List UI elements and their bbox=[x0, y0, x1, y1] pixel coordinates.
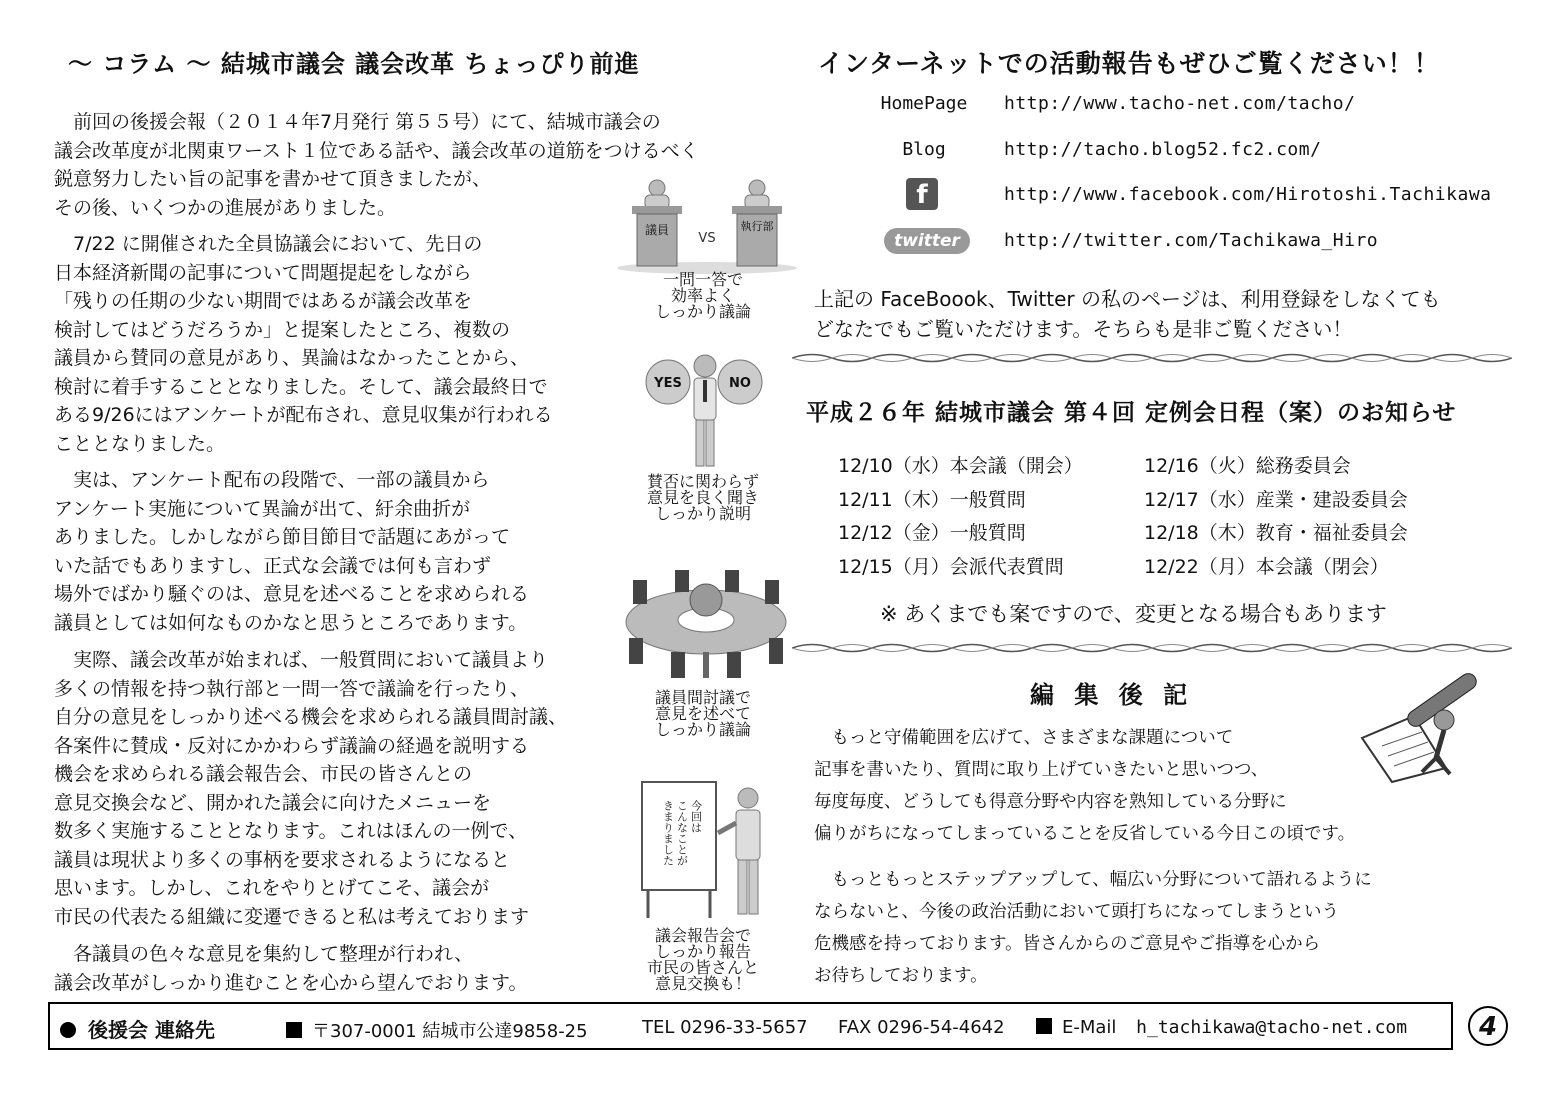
no-label: NO bbox=[729, 376, 751, 391]
internet-note: 上記の FaceBoook、Twitter の私のページは、利用登録をしなくても どなたでもご覧いただけます。そちらも是非ご覧ください！ bbox=[814, 287, 1441, 341]
schedule-left-list bbox=[838, 450, 1083, 584]
internet-title: インターネットでの活動報告もぜひご覧ください！！ bbox=[818, 49, 1440, 78]
link-homepage: HomePage http://www.tacho-net.com/tacho/ bbox=[880, 93, 1356, 114]
square-bullet-icon bbox=[1036, 1018, 1052, 1034]
footer-tel: TEL 0296-33-5657 bbox=[642, 1017, 808, 1038]
column-paragraph-2: 7/22 に開催された全員協議会において、先日の 日本経済新聞の記事について問題提起をしながら 「残りの任期の少ない期間ではあるが議会改革を 検討してはどうだろうか」と提案したところ、複数の 議員から賛同の意見があり、異論はなかったことから、 検討に着手することとなりました。そして、議会最終日で ある9/26にはアンケートが配布され、意見収集が行われる こととなりました。 bbox=[54, 233, 553, 455]
schedule-item: 12/15（月）会派代表質問 bbox=[838, 555, 1064, 578]
debate-right-label: 執行部 bbox=[740, 220, 774, 233]
twitter-url[interactable]: http://twitter.com/Tachikawa_Hiro bbox=[1004, 230, 1379, 251]
schedule-title: 平成２６年 結城市議会 第４回 定例会日程（案）のお知らせ bbox=[806, 400, 1457, 426]
facebook-url[interactable]: http://www.facebook.com/Hirotoshi.Tachikawa bbox=[1004, 184, 1492, 205]
yes-no-illustration bbox=[640, 352, 770, 470]
vine-divider-bottom bbox=[792, 641, 1512, 653]
schedule-item: 12/17（水）産業・建設委員会 bbox=[1144, 488, 1408, 511]
facebook-icon[interactable]: f bbox=[906, 178, 938, 210]
schedule-item: 12/18（木）教育・福祉委員会 bbox=[1144, 522, 1408, 544]
blog-url[interactable]: http://tacho.blog52.fc2.com/ bbox=[1004, 139, 1322, 160]
board-illustration bbox=[638, 778, 778, 923]
board-text-3: きまりました bbox=[661, 800, 675, 866]
schedule-item: 12/11（木）一般質問 bbox=[838, 488, 1026, 511]
postscript-paragraph-2: もっともっとステップアップして、幅広い分野について語れるように ならないと、今後の政治活動において頭打ちになってしまうという 危機感を持っております。皆さんからのご意見やご指導を心から お待ちしております。 bbox=[814, 870, 1372, 986]
homepage-url[interactable]: http://www.tacho-net.com/tacho/ bbox=[1004, 93, 1356, 114]
contact-footer bbox=[48, 1002, 1453, 1050]
schedule-item: 12/10（水）本会議（開会） bbox=[838, 455, 1083, 477]
postscript-title: 編 集 後 記 bbox=[1030, 681, 1194, 709]
twitter-icon[interactable]: twitter bbox=[884, 228, 970, 254]
schedule-note: ※ あくまでも案ですので、変更となる場合もあります bbox=[880, 602, 1387, 626]
vine-divider-top bbox=[792, 351, 1512, 363]
column-paragraph-5: 各議員の色々な意見を集約して整理が行われ、 議会改革がしっかり進むことを心から望んでおります。 bbox=[54, 943, 528, 994]
postscript-paragraph-1: もっと守備範囲を広げて、さまざまな課題について 記事を書いたり、質問に取り上げていきたいと思いつつ、 毎度毎度、どうしても得意分野や内容を熟知している分野に 偏りがちになってしまっていることを反省している今日この頃です。 bbox=[814, 728, 1356, 844]
footer-title: 後援会 連絡先 bbox=[88, 1018, 215, 1042]
footer-email: E-Mail h_tachikawa@tacho-net.com bbox=[1036, 1017, 1407, 1038]
link-facebook bbox=[0, 180, 1558, 210]
schedule-right-list bbox=[1144, 450, 1408, 584]
pen-writer-icon bbox=[1352, 668, 1482, 784]
debate-vs-label: VS bbox=[698, 231, 716, 246]
bullet-icon bbox=[60, 1022, 76, 1038]
square-bullet-icon bbox=[286, 1022, 302, 1038]
board-text-2: こんなことが bbox=[675, 800, 689, 866]
link-twitter bbox=[0, 230, 1558, 254]
schedule-item: 12/16（火）総務委員会 bbox=[1144, 455, 1351, 477]
board-text-1: 今回は bbox=[689, 800, 703, 833]
board-caption: 議会報告会で しっかり報告 市民の皆さんと 意見交換も！ bbox=[646, 926, 759, 993]
page-number: 4 bbox=[1468, 1006, 1508, 1046]
yes-no-caption: 賛否に関わらず 意見を良く聞き しっかり説明 bbox=[646, 472, 759, 523]
footer-address: 〒307-0001 結城市公達9858-25 bbox=[286, 1017, 588, 1043]
debate-left-label: 議員 bbox=[644, 223, 670, 237]
round-table-caption: 議員間討議で 意見を述べて しっかり議論 bbox=[654, 688, 751, 739]
column-paragraph-1: 前回の後援会報（２０１４年7月発行 第５５号）にて、結城市議会の 議会改革度が北関東ワースト１位である話や、議会改革の道筋をつけるべく 鋭意努力したい旨の記事を書かせて頂きましたが、 その後、いくつかの進展がありました。 bbox=[54, 111, 699, 219]
footer-title-wrap bbox=[60, 1014, 215, 1043]
column-paragraph-3: 実は、アンケート配布の段階で、一部の議員から アンケート実施について異論が出て、紆余曲折が ありました。しかしながら節目節目で話題にあがって いた話でもありますし、正式な会議では何も言わず 場外でばかり騒ぐのは、意見を述べることを求められる 議員としては如何なものかなと思うところであります。 bbox=[54, 469, 530, 634]
debate-caption: 一問一答で 効率よく しっかり議論 bbox=[654, 270, 751, 321]
footer-fax: FAX 0296-54-4642 bbox=[838, 1017, 1005, 1038]
footer-email-address[interactable]: h_tachikawa@tacho-net.com bbox=[1136, 1017, 1408, 1038]
link-blog: Blog http://tacho.blog52.fc2.com/ bbox=[902, 139, 1322, 160]
round-table-illustration bbox=[615, 560, 797, 685]
column-paragraph-4: 実際、議会改革が始まれば、一般質問において議員より 多くの情報を持つ執行部と一問一答で議論を行ったり、 自分の意見をしっかり述べる機会を求められる議員間討議、 各案件に賛成・反対にかかわらず議論の経過を説明する 機会を求められる議会報告会、市民の皆さんとの 意見交換会など、開かれた議会に向けたメニューを 数多く実施することとなります。これはほんの一例で、 議員は現状より多くの事柄を要求されるようになると 思います。しかし、これをやりとげてこそ、議会が 市民の代表たる組織に変遷できると私は考えております bbox=[54, 649, 568, 928]
schedule-item: 12/22（月）本会議（閉会） bbox=[1144, 555, 1389, 578]
column-title: ～ コラム ～ 結城市議会 議会改革 ちょっぴり前進 bbox=[68, 50, 640, 78]
yes-label: YES bbox=[654, 376, 682, 391]
schedule-item: 12/12（金）一般質問 bbox=[838, 522, 1026, 544]
